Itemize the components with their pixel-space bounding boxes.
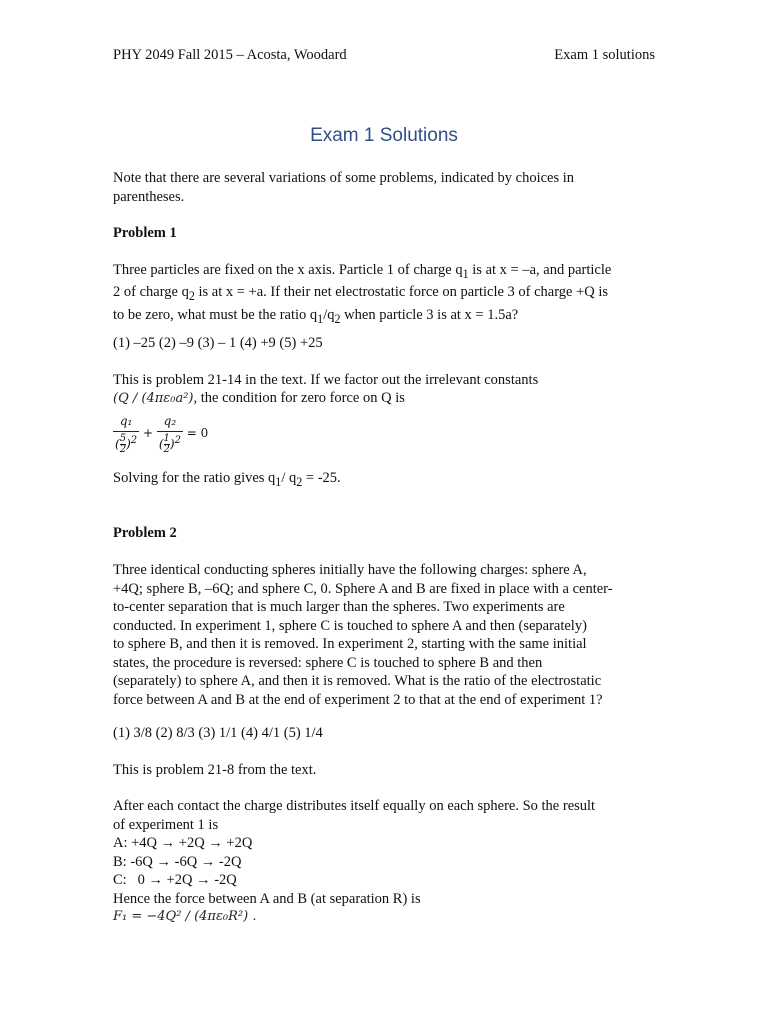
problem-1-line-3: to be zero, what must be the ratio $q_1/q_2$ when particle 3 is at x = 1.5a? — [113, 306, 519, 326]
equals-zero: = 0 — [186, 425, 209, 440]
zero-force-equation — [113, 412, 253, 455]
problem-2-line: states, the procedure is reversed: sphere C is touched to sphere B and then — [113, 654, 543, 671]
plus-sign: + — [142, 425, 154, 440]
condition-text: , the condition for zero force on Q is — [193, 390, 405, 406]
problem-2-question — [113, 561, 658, 709]
problem-1-line-1: Three particles are fixed on the x axis. Particle 1 of charge $q_1$ is at x = –a, and particle — [113, 262, 612, 281]
header-doc-label: Exam 1 solutions — [554, 47, 655, 63]
charge-step-c: C: 0 → +2Q → -2Q — [113, 872, 237, 888]
problem-2-line: to-center separation that is much larger than the spheres. Two experiments are — [113, 599, 565, 615]
problem-2-line: force between A and B at the end of experiment 2 to that at the end of experiment 1? — [113, 691, 603, 708]
explanation-line-2: of experiment 1 is — [113, 816, 219, 833]
problem-1-result: Solving for the ratio gives $q_1/$ $q_2 = -25$. — [113, 470, 341, 489]
term-1: q₁ ( $\frac{5}{2}$ )$^2$ — [115, 414, 138, 455]
constant-expression: (Q / (4πε₀a²) — [113, 391, 194, 406]
problem-2-explanation — [113, 797, 658, 927]
problem-1-line-2: 2 of charge $q_2$ is at x = +a. If their net electrostatic force on particle 3 of charge +Q is — [113, 284, 609, 304]
problem-1-choices: (1) –25 (2) –9 (3) – 1 (4) +9 (5) +25 — [113, 335, 323, 351]
problem-2-line: conducted. In experiment 1, sphere C is touched to sphere A and then (separately) — [113, 617, 587, 634]
term-2: q₂ ( $\frac{1}{2}$ )$^2$ — [158, 414, 181, 455]
problem-2-choices: (1) 3/8 (2) 8/3 (3) 1/1 (4) 4/1 (5) 1/4 — [113, 725, 323, 741]
problem-2-line: to sphere B, and then it is removed. In experiment 2, starting with the same initial — [113, 636, 587, 652]
problem-2-reference: This is problem 21-8 from the text. — [113, 762, 317, 778]
problem-2-heading: Problem 2 — [113, 525, 177, 541]
problem-2-line: (separately) to sphere A, and then it is removed. What is the ratio of the electrostatic — [113, 673, 602, 689]
problem-1-condition — [113, 389, 658, 409]
intro-paragraph — [113, 169, 658, 206]
charge-step-a: A: +4Q → +2Q → +2Q — [113, 835, 253, 851]
charge-step-b: B: -6Q → -6Q → -2Q — [113, 853, 242, 870]
problem-1-reference: This is problem 21-14 in the text. If we factor out the irrelevant constants — [113, 372, 539, 388]
intro-line-2: parentheses. — [113, 188, 185, 205]
intro-line-1: Note that there are several variations of some problems, indicated by choices in — [113, 170, 575, 186]
page-title: Exam 1 Solutions — [310, 125, 458, 146]
explanation-line-1: After each contact the charge distributes itself equally on each sphere. So the result — [113, 798, 596, 814]
force-equation: F₁ = −4Q² / (4πε₀R²) . — [113, 909, 257, 924]
problem-2-line: +4Q; sphere B, –6Q; and sphere C, 0. Sphere A and B are fixed in place with a center- — [113, 580, 613, 597]
hence-line: Hence the force between A and B (at separation R) is — [113, 890, 421, 907]
header-course: PHY 2049 Fall 2015 – Acosta, Woodard — [113, 47, 347, 63]
problem-2-line: Three identical conducting spheres initially have the following charges: sphere A, — [113, 562, 587, 578]
problem-1-heading: Problem 1 — [113, 225, 177, 241]
problem-1-question — [113, 261, 658, 328]
